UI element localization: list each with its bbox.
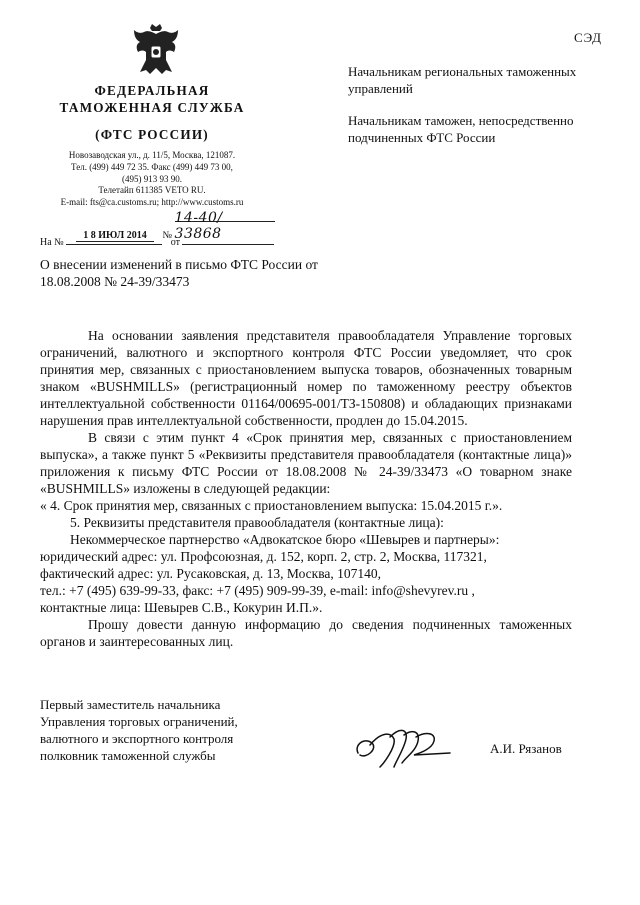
actual-address: фактический адрес: ул. Русаковская, д. 13, Москва, 107140, [40, 566, 382, 581]
org-phone-2: (495) 913 93 90. [122, 173, 182, 184]
legal-address: юридический адрес: ул. Профсоюзная, д. 152, корп. 2, стр. 2, Москва, 117321, [40, 549, 487, 564]
representative-org: Некоммерческое партнерство «Адвокатское бюро «Шевырев и партнеры»: [70, 532, 500, 547]
signatory-title [40, 696, 300, 764]
org-address: Новозаводская ул., д. 11/5, Москва, 121087. [68, 150, 236, 160]
signatory-title-line: полковник таможенной службы [40, 748, 216, 763]
org-email: E-mail: fts@ca.customs.ru; http://www.customs.ru [60, 197, 244, 208]
org-contacts [40, 150, 264, 209]
reply-reference-line [40, 233, 280, 248]
recipient-2: Начальникам таможен, непосредственно подчиненных ФТС России [348, 113, 574, 145]
org-abbreviation: (ФТС РОССИИ) [95, 127, 209, 142]
signatory-title-line: валютного и экспортного контроля [40, 731, 234, 746]
handwritten-signature [350, 723, 460, 773]
recipients [348, 63, 588, 161]
request-paragraph: Прошу довести данную информацию до сведения подчиненных таможенных органов и заинтересованных лиц. [40, 617, 572, 649]
sed-label: СЭД [573, 30, 602, 45]
paragraph-1: На основании заявления представителя правообладателя Управление торговых ограничений, валютного и экспортного контроля ФТС России уведомляет, что срок принятия мер, связанных с приостановлением выпуска товаров, обозначенных товарным знаком «BUSHMILLS» (регистрационный номер по таможенному реестру объектов интеллектуальной собственности 01164/00695-001/ТЗ-150808) и обладающих признаками нарушения прав интеллектуальной собственности, продлен до 15.04.2015. [40, 328, 572, 428]
date-stamp: 1 8 ИЮЛ 2014 [83, 230, 147, 241]
item-5: 5. Реквизиты представителя правообладателя (контактные лица): [70, 515, 444, 530]
from-label: от [170, 237, 180, 248]
number-prefix: № [162, 230, 173, 241]
recipient-1: Начальникам региональных таможенных управлений [348, 64, 577, 96]
letter-subject: О внесении изменений в письмо ФТС России от 18.08.2008 № 24-39/33473 [40, 257, 318, 289]
contact-phones: тел.: +7 (495) 639-99-33, факс: +7 (495) 909-99-39, e-mail: info@shevyrev.ru , [40, 583, 475, 598]
item-4: « 4. Срок принятия мер, связанных с приостановлением выпуска: 15.04.2015 г.». [40, 498, 503, 513]
signatory-name: А.И. Рязанов [490, 741, 562, 756]
org-phone: Тел. (499) 449 72 35. Факс (499) 449 73 00, [71, 161, 233, 172]
paragraph-2: В связи с этим пункт 4 «Срок принятия мер, связанных с приостановлением выпуска», а также пункт 5 «Реквизиты представителя правообладателя (контактные лица)» приложения к письму ФТС России от 18.08.2008 № 24-39/33473 «О товарном знаке «BUSHMILLS» изложены в следующей редакции: [40, 430, 572, 496]
handwritten-number: 14-40/ 33868 [174, 210, 223, 242]
org-line-2: ТАМОЖЕННАЯ СЛУЖБА [59, 100, 245, 115]
reply-label: На № [40, 237, 64, 248]
contact-persons: контактные лица: Шевырев С.В., Кокурин И.П.». [40, 600, 323, 615]
letter-body [40, 327, 572, 650]
org-teletype: Телетайп 611385 VETO RU. [98, 185, 206, 196]
signatory-title-line: Управления торговых ограничений, [40, 714, 238, 729]
organization-name [40, 82, 264, 143]
org-line-1: ФЕДЕРАЛЬНАЯ [94, 83, 210, 98]
state-emblem-icon [132, 24, 180, 78]
signatory-title-line: Первый заместитель начальника [40, 697, 221, 712]
